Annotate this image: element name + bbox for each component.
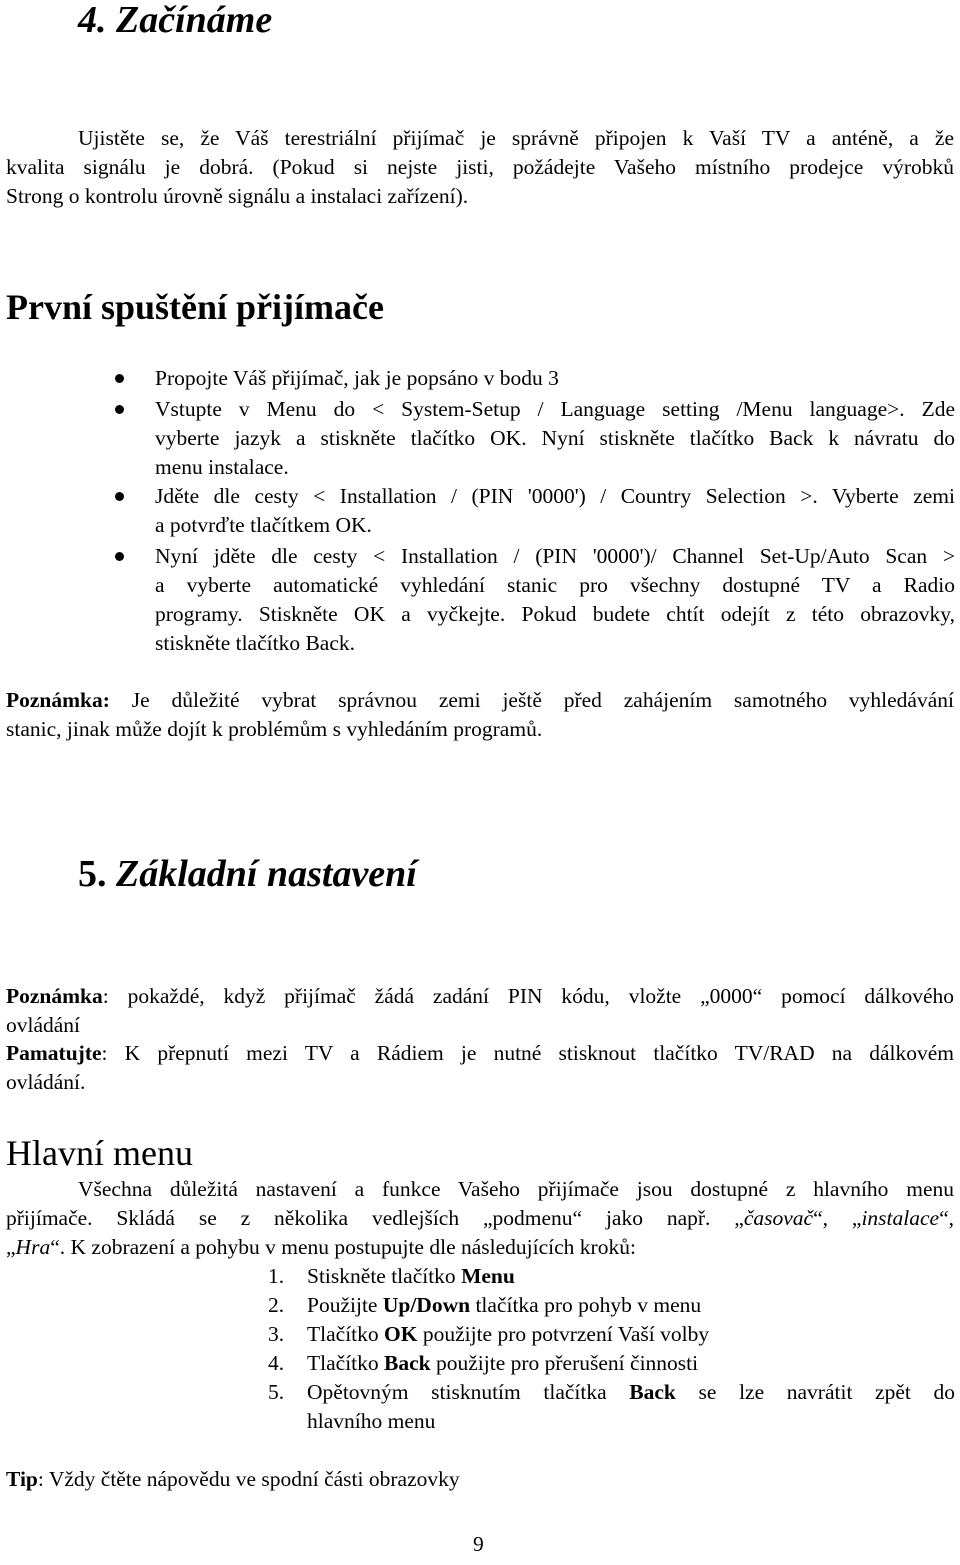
step-text: Tlačítko [307,1351,385,1375]
step-5-line-2: hlavního menu [307,1409,436,1433]
note-line-2: stanic, jinak může dojít k problémům s vyhledáním programů. [6,717,543,741]
remember-label: Pamatujte [6,1041,102,1065]
bullet-4-line-2: a vyberte automatické vyhledání stanic pro všechny dostupné TV a Radio [155,573,955,597]
bullet-4-line-3: programy. Stiskněte OK a vyčkejte. Pokud budete chtít odejít z této obrazovky, [155,602,955,626]
step-number: 5. [268,1380,285,1404]
step-key: Up/Down [382,1293,471,1317]
main-menu-para-line-1: Všechna důležitá nastavení a funkce Vašeho přijímače jsou dostupné z hlavního menu [78,1177,954,1201]
step-text: tlačítka pro pohyb v menu [470,1293,702,1317]
intro-line-1: Ujistěte se, že Váš terestriální přijímač je správně připojen k Vaší TV a anténě, a že [78,126,954,150]
bullet-dot [115,374,124,383]
step-key: Back [629,1380,676,1404]
step-text: Opětovným stisknutím tlačítka [307,1380,630,1404]
para-text: “, [939,1206,954,1230]
bullet-2-line-2: vyberte jazyk a stiskněte tlačítko OK. Nyní stiskněte tlačítko Back k návratu do [155,426,955,450]
step-number: 1. [268,1264,285,1288]
para-italic-timer: časovač [743,1206,814,1230]
pin-note-label: Poznámka [6,984,103,1008]
note-line-1 [6,686,954,715]
step-4 [307,1349,698,1378]
intro-line-3: Strong o kontrolu úrovně signálu a instalaci zařízení). [6,184,469,208]
bullet-2-line-3: menu instalace. [155,455,289,479]
main-menu-heading: Hlavní menu [6,1133,193,1173]
section-5-title-text: Základní nastavení [116,853,417,895]
step-key: OK [384,1322,418,1346]
bullet-dot [115,552,124,561]
section-5-title [78,852,417,896]
remember-line-1 [6,1039,954,1068]
page-number: 9 [473,1532,484,1556]
remember-text: : K přepnutí mezi TV a Rádiem je nutné stisknout tlačítko TV/RAD na dálkovém [101,1041,954,1065]
bullet-1-line-1: Propojte Váš přijímač, jak je popsáno v bodu 3 [155,366,559,390]
step-key: Menu [461,1264,515,1288]
step-text: Tlačítko [307,1322,385,1346]
bullet-3-line-1: Jděte dle cesty < Installation / (PIN '0000') / Country Selection >. Vyberte zemi [155,484,955,508]
step-text: použijte pro přerušení činnosti [430,1351,699,1375]
step-1 [307,1262,515,1291]
section-5-number: 5. [78,853,107,895]
para-text: “, „ [813,1206,862,1230]
step-text: se lze navrátit zpět do [675,1380,955,1404]
para-italic-game: Hra [15,1235,51,1259]
note-text: Je důležité vybrat správnou zemi ještě před zahájením samotného vyhledávání [109,688,954,712]
step-text: použijte pro potvrzení Vaší volby [417,1322,710,1346]
step-5 [307,1378,955,1407]
bullet-3-line-2: a potvrďte tlačítkem OK. [155,513,372,537]
step-text: Použijte [307,1293,383,1317]
step-number: 4. [268,1351,285,1375]
main-menu-para-line-2 [6,1204,954,1233]
para-italic-install: instalace [861,1206,940,1230]
step-number: 2. [268,1293,285,1317]
note-label: Poznámka: [6,688,110,712]
tip-line [6,1465,460,1494]
bullet-4-line-4: stiskněte tlačítko Back. [155,631,356,655]
tip-label: Tip [6,1467,38,1491]
para-text: „ [6,1235,16,1259]
bullet-dot [115,405,124,414]
section-4-title: 4. Začínáme [78,0,273,41]
step-2 [307,1291,701,1320]
main-menu-para-line-3 [6,1233,636,1262]
intro-line-2: kvalita signálu je dobrá. (Pokud si nejste jisti, požádejte Vašeho místního prodejce výrobků [6,155,954,179]
pin-note-line-2: ovládání [6,1013,81,1037]
bullet-4-line-1: Nyní jděte dle cesty < Installation / (PIN '0000')/ Channel Set-Up/Auto Scan > [155,544,955,568]
para-text: “. K zobrazení a pohybu v menu postupujte dle následujících kroků: [50,1235,636,1259]
step-key: Back [384,1351,431,1375]
bullet-dot [115,492,124,501]
step-3 [307,1320,709,1349]
remember-line-2: ovládání. [6,1070,86,1094]
first-run-heading: První spuštění přijímače [6,287,384,327]
para-text: přijímače. Skládá se z několika vedlejších „podmenu“ jako např. „ [6,1206,744,1230]
tip-text: : Vždy čtěte nápovědu ve spodní části obrazovky [37,1467,460,1491]
pin-note-text: : pokaždé, když přijímač žádá zadání PIN kódu, vložte „0000“ pomocí dálkového [102,984,954,1008]
pin-note-line-1 [6,982,954,1011]
bullet-2-line-1: Vstupte v Menu do < System-Setup / Language setting /Menu language>. Zde [155,397,955,421]
step-text: Stiskněte tlačítko [307,1264,462,1288]
step-number: 3. [268,1322,285,1346]
